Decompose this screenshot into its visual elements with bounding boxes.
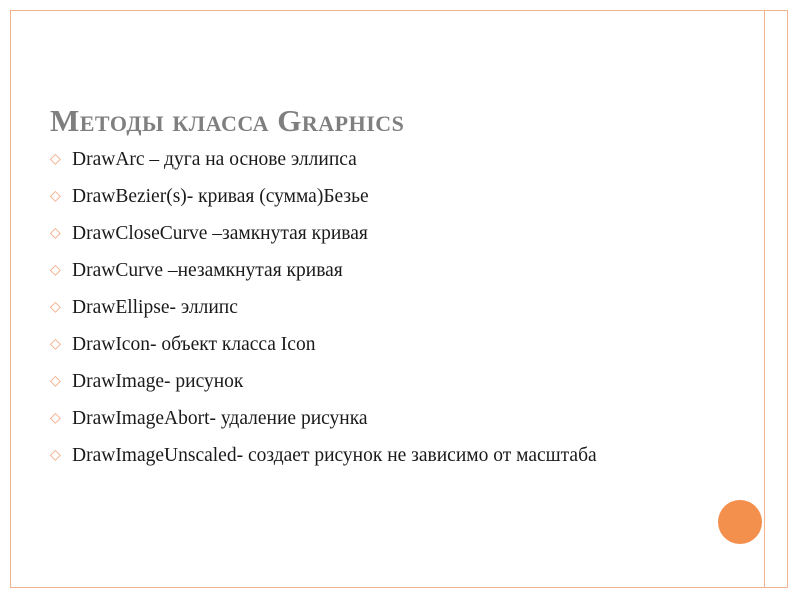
slide-title: Методы класса Graphics: [50, 102, 405, 138]
bullet-text: DrawBezier(s)- кривая (сумма)Безье: [72, 186, 369, 207]
list-item: [50, 185, 710, 208]
bullet-list: [50, 148, 710, 481]
bullet-text: DrawCloseCurve –замкнутая кривая: [72, 223, 368, 244]
hollow-diamond-icon: ◇: [50, 188, 61, 204]
bullet-text: DrawEllipse- эллипс: [72, 297, 238, 318]
bullet-text: DrawIcon- объект класса Icon: [72, 334, 316, 355]
hollow-diamond-icon: ◇: [50, 299, 61, 315]
list-item: [50, 444, 710, 467]
hollow-diamond-icon: ◇: [50, 336, 61, 352]
hollow-diamond-icon: ◇: [50, 447, 61, 463]
accent-circle: [718, 500, 762, 544]
hollow-diamond-icon: ◇: [50, 373, 61, 389]
hollow-diamond-icon: ◇: [50, 151, 61, 167]
bullet-text: DrawImageAbort- удаление рисунка: [72, 408, 368, 429]
hollow-diamond-icon: ◇: [50, 262, 61, 278]
list-item: [50, 148, 710, 171]
list-item: [50, 222, 710, 245]
list-item: [50, 259, 710, 282]
bullet-text: DrawImage- рисунок: [72, 371, 244, 392]
bullet-text: DrawCurve –незамкнутая кривая: [72, 260, 343, 281]
list-item: [50, 370, 710, 393]
bullet-text: DrawImageUnscaled- создает рисунок не зависимо от масштаба: [72, 445, 597, 466]
frame-right-rule: [764, 10, 765, 588]
list-item: [50, 407, 710, 430]
list-item: [50, 333, 710, 356]
hollow-diamond-icon: ◇: [50, 410, 61, 426]
hollow-diamond-icon: ◇: [50, 225, 61, 241]
bullet-text: DrawArc – дуга на основе эллипса: [72, 149, 357, 170]
list-item: [50, 296, 710, 319]
